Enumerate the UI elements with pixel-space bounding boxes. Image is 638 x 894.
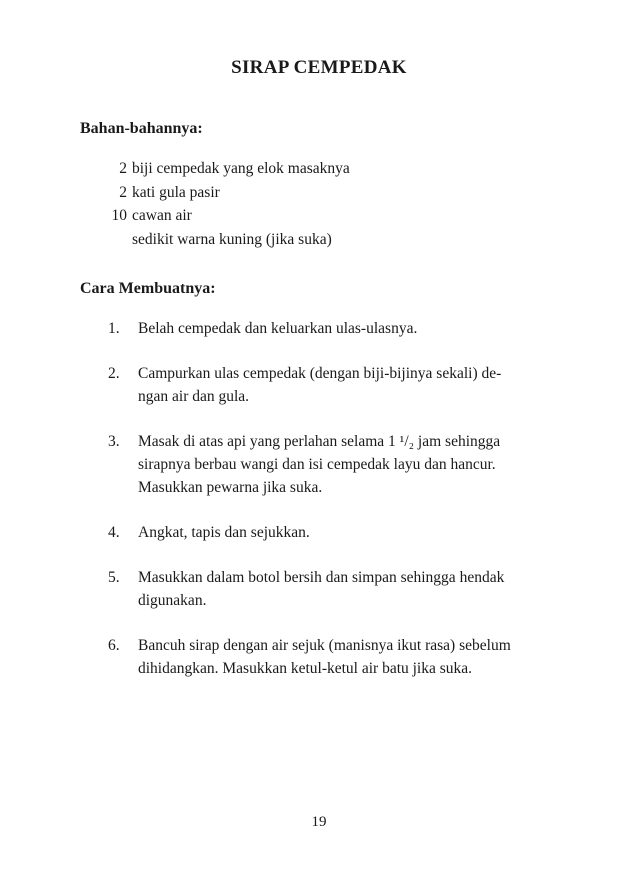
step-number: 2. — [108, 365, 120, 382]
ingredient-qty: 2 — [119, 160, 127, 177]
step-text — [132, 430, 568, 499]
step-text — [132, 317, 568, 340]
ingredients-list — [100, 157, 350, 251]
step-number: 1. — [108, 320, 120, 337]
ingredient-text: kati gula pasir — [132, 183, 220, 201]
list-item — [100, 228, 350, 252]
ingredient-qty: 2 — [119, 183, 127, 201]
ingredient-text: sedikit warna kuning (jika suka) — [132, 230, 332, 248]
step-5 — [108, 566, 568, 612]
step-line: sirapnya berbau wangi dan isi cempedak layu dan hancur. — [138, 456, 496, 473]
step-text — [132, 521, 568, 544]
ingredients-heading: Bahan-bahannya: — [80, 120, 203, 137]
step-4 — [108, 521, 568, 544]
step-text — [132, 362, 568, 408]
step-line: Bancuh sirap dengan air sejuk (manisnya ikut rasa) sebelum — [138, 637, 511, 654]
step-3 — [108, 430, 568, 499]
step-number: 4. — [108, 524, 120, 541]
list-item — [100, 204, 350, 228]
step-number: 5. — [108, 569, 120, 586]
ingredient-text: biji cempedak yang elok masaknya — [132, 160, 350, 177]
step-number: 3. — [108, 433, 120, 450]
step-line: Masak di atas api yang perlahan selama 1 ¹/₂ jam sehingga — [138, 433, 501, 450]
step-line: digunakan. — [138, 592, 207, 609]
step-line: Belah cempedak dan keluarkan ulas-ulasnya. — [138, 320, 418, 337]
step-line: Masukkan dalam botol bersih dan simpan sehingga hendak — [138, 569, 505, 586]
steps-list — [108, 317, 568, 702]
list-item — [100, 181, 350, 205]
page-title: SIRAP CEMPEDAK — [231, 57, 407, 78]
step-line: Angkat, tapis dan sejukkan. — [138, 524, 310, 541]
method-heading: Cara Membuatnya: — [80, 280, 216, 297]
step-text — [132, 634, 568, 680]
ingredient-text: cawan air — [132, 207, 192, 224]
step-2 — [108, 362, 568, 408]
ingredient-qty: 10 — [111, 207, 127, 224]
list-item — [100, 157, 350, 181]
step-6 — [108, 634, 568, 680]
page-number: 19 — [311, 814, 327, 830]
step-text — [132, 566, 568, 612]
step-number: 6. — [108, 637, 120, 654]
step-line: ngan air dan gula. — [138, 388, 250, 405]
step-line: Campurkan ulas cempedak (dengan biji-bijinya sekali) de- — [138, 365, 502, 382]
step-1 — [108, 317, 568, 340]
step-line: Masukkan pewarna jika suka. — [138, 479, 323, 496]
step-line: dihidangkan. Masukkan ketul-ketul air batu jika suka. — [138, 660, 473, 677]
